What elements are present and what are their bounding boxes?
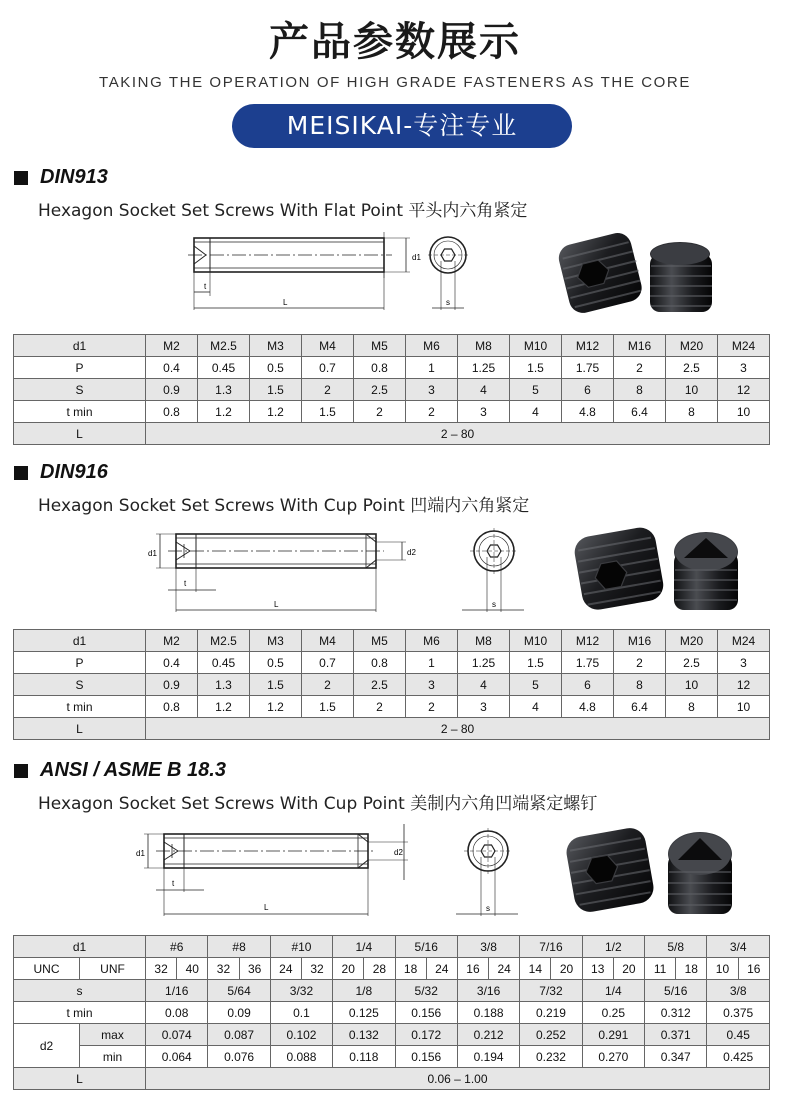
table-cell: 4 [510, 696, 562, 718]
s-dimension-label: s [446, 298, 450, 307]
table-cell: 0.087 [208, 1024, 270, 1046]
table-cell: 5/8 [645, 936, 707, 958]
table-cell: 32 [301, 958, 332, 980]
table-cell: 0.5 [250, 357, 302, 379]
table-cell: M2 [146, 335, 198, 357]
t-dimension-label: t [172, 879, 175, 888]
table-cell: 3/16 [457, 980, 519, 1002]
section-heading-din916 [14, 461, 108, 484]
table-cell: 0.9 [146, 674, 198, 696]
table-cell: 5/64 [208, 980, 270, 1002]
table-cell: 0.156 [395, 1002, 457, 1024]
table-cell: 4 [458, 379, 510, 401]
table-cell: 36 [239, 958, 270, 980]
l-dimension-label: L [283, 298, 288, 307]
table-cell: d1 [14, 335, 146, 357]
table-cell: 4.8 [562, 401, 614, 423]
d2-dimension-label: d2 [407, 548, 416, 557]
table-cell: 2.5 [354, 674, 406, 696]
table-row-l [14, 423, 770, 445]
ansi-product-photo [562, 822, 742, 918]
table-cell: 0.4 [146, 652, 198, 674]
table-cell: 5 [510, 674, 562, 696]
t-dimension-label: t [184, 579, 187, 588]
s-dimension-label: s [492, 600, 496, 609]
table-cell: 0.125 [333, 1002, 395, 1024]
table-cell: 0.132 [333, 1024, 395, 1046]
table-cell: 0.064 [146, 1046, 208, 1068]
table-cell: 8 [666, 401, 718, 423]
table-cell: d1 [14, 630, 146, 652]
table-cell: M8 [458, 335, 510, 357]
din916-spec-table [13, 629, 770, 740]
table-cell: 0.074 [146, 1024, 208, 1046]
s-dimension-label: s [486, 904, 490, 913]
section-heading-din913 [14, 166, 108, 189]
table-cell: max [80, 1024, 146, 1046]
table-cell: M10 [510, 335, 562, 357]
table-cell: 1.5 [510, 652, 562, 674]
table-cell: 10 [718, 401, 770, 423]
t-dimension-label: t [204, 282, 207, 291]
table-cell: 3/8 [457, 936, 519, 958]
table-cell: M12 [562, 630, 614, 652]
table-cell: 0.291 [582, 1024, 644, 1046]
table-cell: 10 [666, 674, 718, 696]
table-cell: 2 [614, 357, 666, 379]
page-title: 产品参数展示 [269, 19, 521, 65]
table-cell: 16 [738, 958, 769, 980]
table-cell: 13 [582, 958, 613, 980]
table-cell: 2 – 80 [146, 423, 770, 445]
table-cell: M24 [718, 630, 770, 652]
table-cell: M3 [250, 630, 302, 652]
table-cell: 1.5 [302, 696, 354, 718]
table-cell: 32 [146, 958, 177, 980]
table-row-d1 [14, 335, 770, 357]
table-cell: 0.076 [208, 1046, 270, 1068]
table-cell: M2.5 [198, 335, 250, 357]
table-cell: 0.172 [395, 1024, 457, 1046]
section-title: DIN913 [40, 166, 108, 188]
section-description: Hexagon Socket Set Screws With Flat Point 平头内六角紧定 [38, 201, 528, 221]
table-cell: 1 [406, 652, 458, 674]
d2-dimension-label: d2 [394, 848, 403, 857]
table-cell: s [14, 980, 146, 1002]
table-cell: #8 [208, 936, 270, 958]
table-cell: 3/32 [270, 980, 332, 1002]
table-cell: 5/32 [395, 980, 457, 1002]
table-cell: 1/4 [333, 936, 395, 958]
table-cell: 0.25 [582, 1002, 644, 1024]
table-cell: 0.8 [354, 652, 406, 674]
table-cell: 7/32 [520, 980, 582, 1002]
table-row-l [14, 1068, 770, 1090]
table-cell: M8 [458, 630, 510, 652]
table-cell: M16 [614, 630, 666, 652]
table-cell: 0.219 [520, 1002, 582, 1024]
d1-dimension-label: d1 [412, 253, 421, 262]
table-cell: 2 [406, 696, 458, 718]
table-cell: 18 [676, 958, 707, 980]
table-cell: 5/16 [645, 980, 707, 1002]
table-cell: M6 [406, 630, 458, 652]
table-cell: 0.1 [270, 1002, 332, 1024]
table-cell: 1.75 [562, 357, 614, 379]
table-cell: t min [14, 1002, 146, 1024]
table-cell: 3 [406, 674, 458, 696]
table-cell: 10 [707, 958, 738, 980]
table-cell: 6 [562, 379, 614, 401]
table-cell: 4 [510, 401, 562, 423]
table-cell: 1.2 [250, 696, 302, 718]
table-cell: 2 [614, 652, 666, 674]
table-cell: 3 [406, 379, 458, 401]
table-cell: 1.3 [198, 674, 250, 696]
table-cell: 32 [208, 958, 239, 980]
table-cell: 1.25 [458, 652, 510, 674]
din916-product-photo [572, 524, 752, 614]
table-cell: 0.232 [520, 1046, 582, 1068]
bullet-square-icon [14, 764, 28, 778]
table-cell: 20 [333, 958, 364, 980]
l-dimension-label: L [264, 903, 269, 912]
table-row-tmin [14, 401, 770, 423]
table-row-d1 [14, 936, 770, 958]
table-cell: 1/4 [582, 980, 644, 1002]
table-row-l [14, 718, 770, 740]
section-heading-ansi [14, 759, 226, 782]
table-cell: 0.088 [270, 1046, 332, 1068]
table-cell: 6.4 [614, 696, 666, 718]
table-cell: 2 [302, 674, 354, 696]
section-description: Hexagon Socket Set Screws With Cup Point 凹端内六角紧定 [38, 496, 530, 516]
table-row-d1 [14, 630, 770, 652]
table-cell: UNF [80, 958, 146, 980]
table-cell: 1/2 [582, 936, 644, 958]
table-cell: 1.5 [510, 357, 562, 379]
table-cell: 8 [666, 696, 718, 718]
table-cell: P [14, 652, 146, 674]
table-row-s [14, 379, 770, 401]
table-cell: 5 [510, 379, 562, 401]
section-description: Hexagon Socket Set Screws With Cup Point 美制内六角凹端紧定螺钉 [38, 794, 598, 814]
table-cell: 28 [364, 958, 395, 980]
table-row-threads [14, 958, 770, 980]
table-cell: 0.45 [198, 652, 250, 674]
table-cell: S [14, 379, 146, 401]
table-cell: 3 [458, 696, 510, 718]
table-cell: 0.5 [250, 652, 302, 674]
table-cell: 16 [457, 958, 488, 980]
page-subtitle: TAKING THE OPERATION OF HIGH GRADE FASTENERS AS THE CORE [99, 74, 691, 91]
table-cell: 8 [614, 379, 666, 401]
table-cell: 0.45 [707, 1024, 770, 1046]
table-cell: 2.5 [354, 379, 406, 401]
table-cell: 0.270 [582, 1046, 644, 1068]
table-cell: 0.194 [457, 1046, 519, 1068]
table-cell: M6 [406, 335, 458, 357]
table-cell: 4 [458, 674, 510, 696]
table-cell: 4.8 [562, 696, 614, 718]
table-cell: 0.09 [208, 1002, 270, 1024]
table-cell: 0.371 [645, 1024, 707, 1046]
table-cell: 0.45 [198, 357, 250, 379]
table-cell: M20 [666, 335, 718, 357]
section-title: DIN916 [40, 461, 108, 483]
table-cell: 2 [302, 379, 354, 401]
table-cell: 18 [395, 958, 426, 980]
table-cell: 2 – 80 [146, 718, 770, 740]
table-cell: L [14, 423, 146, 445]
table-cell: L [14, 718, 146, 740]
table-row-p [14, 357, 770, 379]
table-cell: 1.25 [458, 357, 510, 379]
table-cell: 3 [718, 652, 770, 674]
table-cell: 2 [354, 696, 406, 718]
table-cell: 1/16 [146, 980, 208, 1002]
brand-banner: MEISIKAI-专注专业 [232, 104, 572, 148]
table-cell: 1.3 [198, 379, 250, 401]
table-cell: 0.8 [354, 357, 406, 379]
table-cell: 0.102 [270, 1024, 332, 1046]
table-cell: 10 [718, 696, 770, 718]
table-cell: 6 [562, 674, 614, 696]
table-cell: 1.5 [250, 674, 302, 696]
table-cell: 1 [406, 357, 458, 379]
table-cell: 3 [718, 357, 770, 379]
table-cell: 3 [458, 401, 510, 423]
table-cell: 1.2 [198, 401, 250, 423]
table-cell: 8 [614, 674, 666, 696]
table-cell: 0.425 [707, 1046, 770, 1068]
table-cell: 1.5 [302, 401, 354, 423]
table-cell: 10 [666, 379, 718, 401]
table-cell: 0.08 [146, 1002, 208, 1024]
table-cell: d2 [14, 1024, 80, 1068]
table-cell: 1.75 [562, 652, 614, 674]
table-cell: M24 [718, 335, 770, 357]
table-cell: 7/16 [520, 936, 582, 958]
table-row-tmin [14, 1002, 770, 1024]
table-cell: L [14, 1068, 146, 1090]
d1-dimension-label: d1 [148, 549, 157, 558]
table-cell: 1.5 [250, 379, 302, 401]
table-cell: 2.5 [666, 357, 718, 379]
table-cell: UNC [14, 958, 80, 980]
table-cell: t min [14, 401, 146, 423]
table-cell: 2 [354, 401, 406, 423]
table-cell: 12 [718, 379, 770, 401]
table-cell: #10 [270, 936, 332, 958]
table-cell: 12 [718, 674, 770, 696]
l-dimension-label: L [274, 600, 279, 609]
table-cell: 0.312 [645, 1002, 707, 1024]
ansi-spec-table [13, 935, 770, 1090]
table-cell: 11 [645, 958, 676, 980]
ansi-technical-drawing [128, 818, 538, 922]
table-cell: 0.7 [302, 652, 354, 674]
table-cell: 20 [551, 958, 582, 980]
table-cell: 0.347 [645, 1046, 707, 1068]
table-row-d2-min [14, 1046, 770, 1068]
table-cell: M4 [302, 335, 354, 357]
table-cell: 1/8 [333, 980, 395, 1002]
table-cell: M4 [302, 630, 354, 652]
table-cell: 0.375 [707, 1002, 770, 1024]
table-cell: 24 [489, 958, 520, 980]
table-cell: 0.4 [146, 357, 198, 379]
table-cell: 0.8 [146, 401, 198, 423]
table-cell: d1 [14, 936, 146, 958]
table-cell: #6 [146, 936, 208, 958]
table-cell: 0.06 – 1.00 [146, 1068, 770, 1090]
bullet-square-icon [14, 466, 28, 480]
table-cell: 2.5 [666, 652, 718, 674]
table-cell: M5 [354, 335, 406, 357]
table-cell: 1.2 [250, 401, 302, 423]
table-cell: 1.2 [198, 696, 250, 718]
table-cell: 14 [520, 958, 551, 980]
section-title: ANSI / ASME B 18.3 [40, 759, 226, 781]
d1-dimension-label: d1 [136, 849, 145, 858]
table-row-d2-max [14, 1024, 770, 1046]
din913-technical-drawing [180, 224, 500, 320]
table-cell: 6.4 [614, 401, 666, 423]
table-cell: 0.118 [333, 1046, 395, 1068]
din913-spec-table [13, 334, 770, 445]
table-cell: M20 [666, 630, 718, 652]
table-cell: 0.212 [457, 1024, 519, 1046]
table-cell: M10 [510, 630, 562, 652]
table-cell: M3 [250, 335, 302, 357]
table-cell: 0.156 [395, 1046, 457, 1068]
bullet-square-icon [14, 171, 28, 185]
table-cell: 3/4 [707, 936, 770, 958]
table-row-p [14, 652, 770, 674]
table-cell: S [14, 674, 146, 696]
table-cell: 0.252 [520, 1024, 582, 1046]
table-cell: M5 [354, 630, 406, 652]
table-cell: M2 [146, 630, 198, 652]
table-cell: P [14, 357, 146, 379]
table-cell: M12 [562, 335, 614, 357]
table-cell: 24 [426, 958, 457, 980]
table-cell: 0.7 [302, 357, 354, 379]
din913-product-photo [555, 232, 725, 318]
table-cell: 5/16 [395, 936, 457, 958]
table-cell: 3/8 [707, 980, 770, 1002]
table-cell: M16 [614, 335, 666, 357]
table-cell: M2.5 [198, 630, 250, 652]
din916-technical-drawing [140, 520, 540, 620]
table-cell: min [80, 1046, 146, 1068]
table-cell: t min [14, 696, 146, 718]
table-cell: 0.8 [146, 696, 198, 718]
table-row-tmin [14, 696, 770, 718]
table-row-s [14, 980, 770, 1002]
table-cell: 24 [270, 958, 301, 980]
table-cell: 40 [177, 958, 208, 980]
table-row-s [14, 674, 770, 696]
table-cell: 0.188 [457, 1002, 519, 1024]
table-cell: 2 [406, 401, 458, 423]
table-cell: 20 [613, 958, 644, 980]
table-cell: 0.9 [146, 379, 198, 401]
